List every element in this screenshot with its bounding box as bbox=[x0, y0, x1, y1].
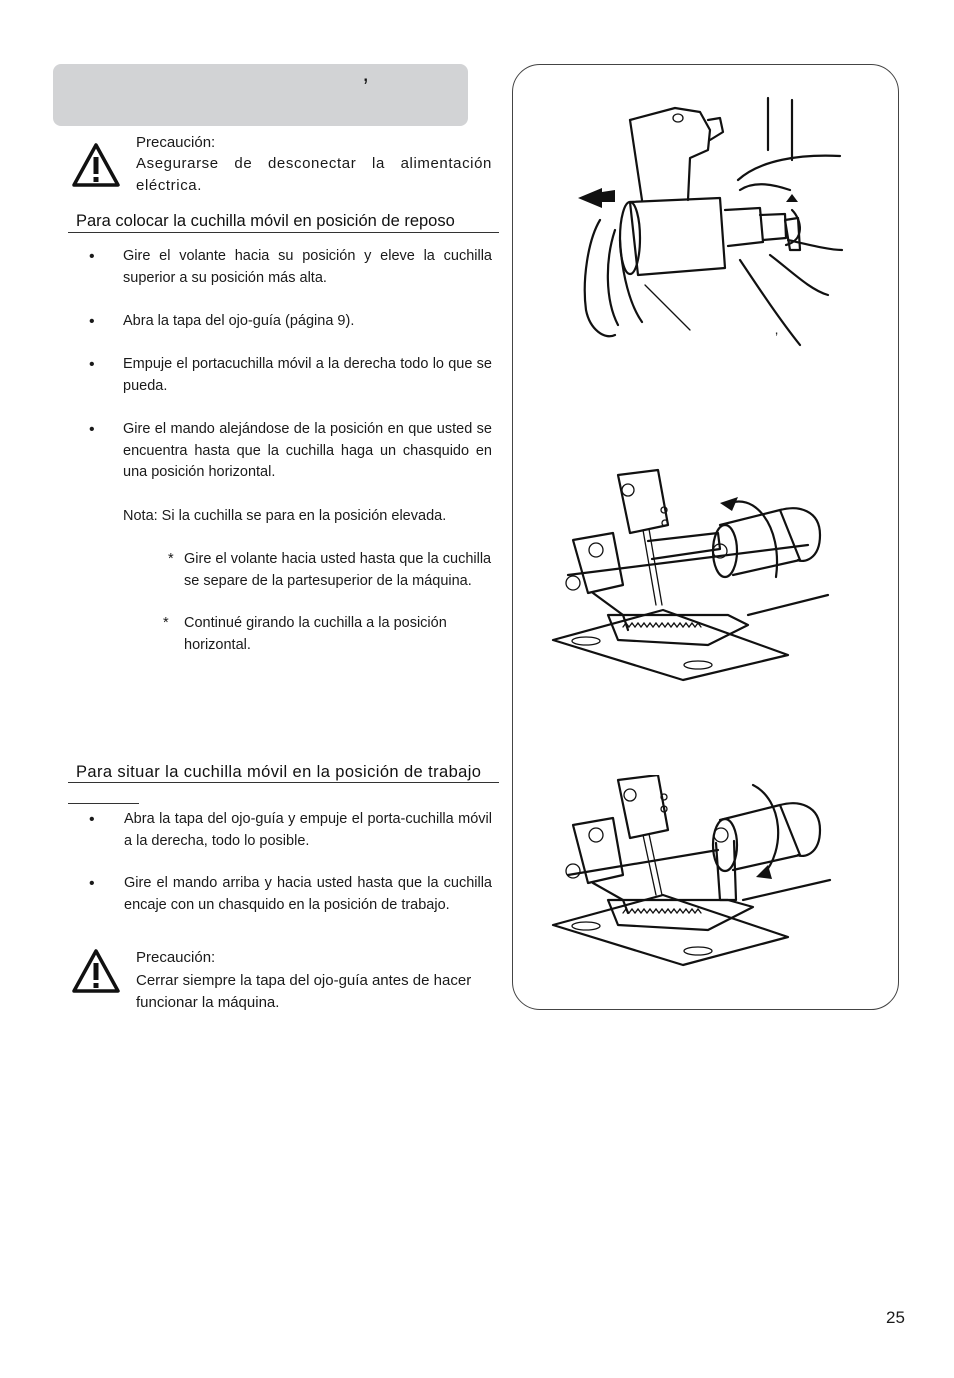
header-mark: ’ bbox=[363, 74, 369, 101]
rest-note: Nota: Si la cuchilla se para en la posición elevada. bbox=[123, 508, 447, 524]
rest-bullet-4: Gire el mando alejándose de la posición en que usted se encuentra hasta que la cuchilla haga un chasquido en una posición horizontal. bbox=[123, 421, 492, 480]
caution-bottom-text: Cerrar siempre la tapa del ojo-guía antes de hacer funcionar la máquina. bbox=[136, 972, 472, 1011]
rest-bullet-2: Abra la tapa del ojo-guía (página 9). bbox=[123, 313, 355, 329]
bullet-dot-icon: • bbox=[89, 421, 95, 438]
sub-item-marker-2: * bbox=[163, 615, 169, 631]
sub-item-2: Continué girando la cuchilla a la posición horizontal. bbox=[184, 615, 447, 653]
caution-top-text: Asegurarse de desconectar la alimentación eléctrica. bbox=[136, 155, 492, 194]
section-rest-underline bbox=[68, 232, 499, 233]
bullet-dot-icon: • bbox=[89, 248, 95, 265]
bullet-dot-icon: • bbox=[89, 313, 95, 330]
bullet-dot-icon: • bbox=[89, 356, 95, 373]
section-work-underline-2 bbox=[68, 803, 139, 804]
section-header-bar bbox=[53, 64, 468, 126]
caution-top-title: Precaución: bbox=[136, 134, 216, 151]
warning-triangle-icon bbox=[71, 142, 121, 188]
bullet-dot-icon: • bbox=[89, 811, 95, 828]
sub-item-marker-1: * bbox=[168, 551, 174, 567]
warning-triangle-icon bbox=[71, 948, 121, 994]
knife-rest-position-illustration bbox=[548, 465, 838, 685]
section-work-heading: Para situar la cuchilla móvil en la posición de trabajo bbox=[76, 763, 482, 781]
page-number: 25 bbox=[886, 1308, 905, 1327]
section-work-underline-1 bbox=[68, 782, 499, 783]
section-rest-heading: Para colocar la cuchilla móvil en posición de reposo bbox=[76, 212, 455, 230]
knife-holder-push-illustration bbox=[560, 90, 850, 355]
knife-working-position-illustration bbox=[548, 775, 838, 970]
bullet-dot-icon: • bbox=[89, 875, 95, 892]
rest-bullet-3: Empuje el portacuchilla móvil a la derecha todo lo que se pueda. bbox=[123, 356, 492, 394]
sub-item-1: Gire el volante hacia usted hasta que la cuchilla se separe de la partesuperior de la máquina. bbox=[184, 551, 492, 589]
caution-bottom-title: Precaución: bbox=[136, 949, 216, 966]
work-bullet-2: Gire el mando arriba y hacia usted hasta que la cuchilla encaje con un chasquido en la posición de trabajo. bbox=[124, 875, 492, 913]
work-bullet-1: Abra la tapa del ojo-guía y empuje el porta-cuchilla móvil a la derecha, todo lo posible. bbox=[124, 811, 492, 849]
figure-mark: ’ bbox=[775, 329, 779, 345]
rest-bullet-1: Gire el volante hacia su posición y eleve la cuchilla superior a su posición más alta. bbox=[123, 248, 492, 286]
